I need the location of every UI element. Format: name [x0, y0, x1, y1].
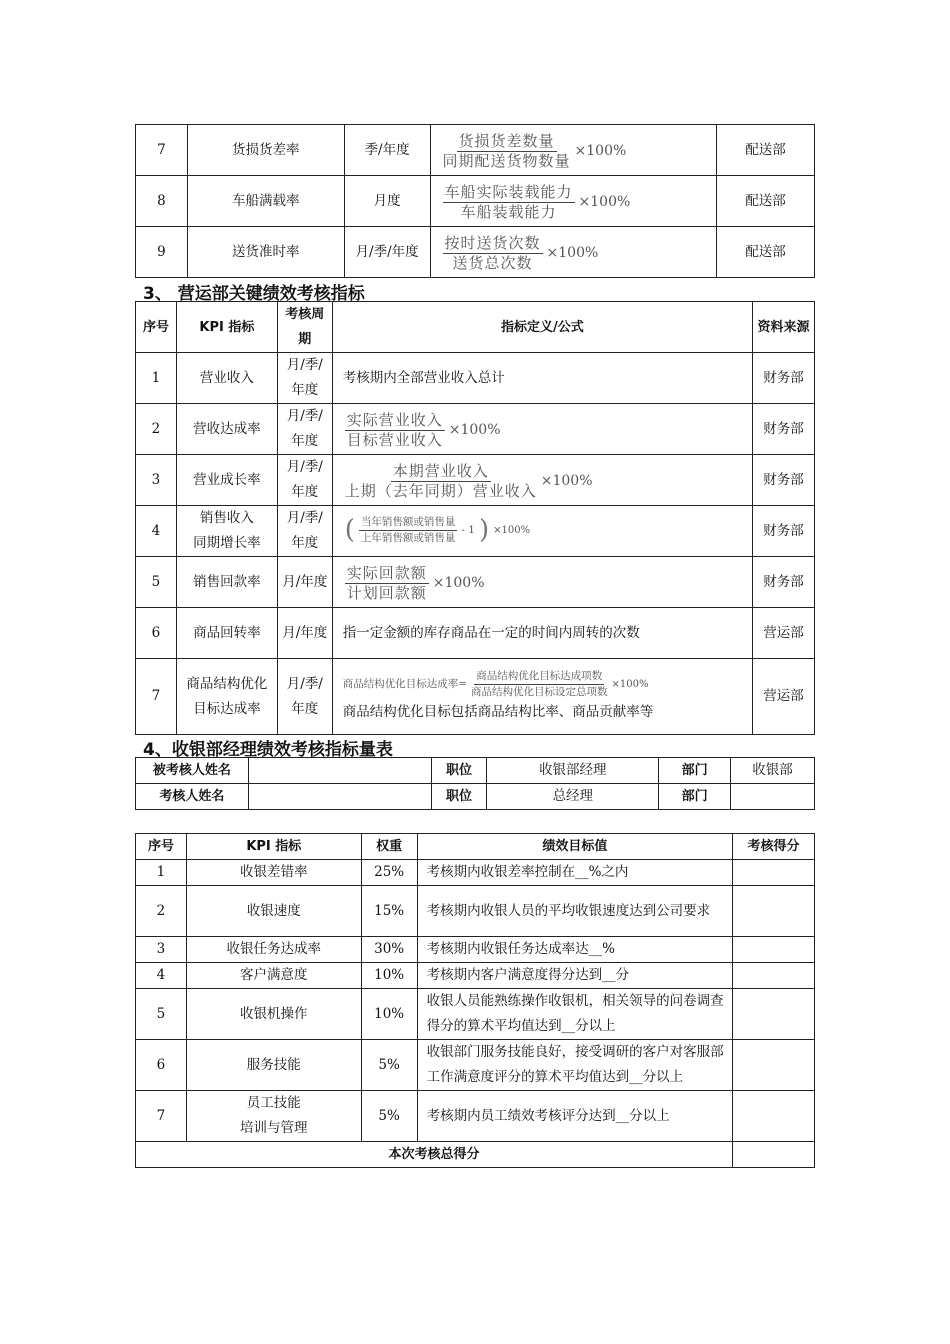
period: 月度 — [344, 176, 430, 227]
assessor-name-label: 考核人姓名 — [136, 784, 249, 810]
row-number: 5 — [136, 557, 177, 608]
row-number: 7 — [136, 659, 177, 735]
row-number: 4 — [136, 506, 177, 557]
source: 财务部 — [753, 404, 815, 455]
header-row — [136, 302, 815, 353]
table-row — [136, 1040, 815, 1091]
formula: 本期营业收入 上期（去年同期）营业收入 ×100% — [332, 455, 752, 506]
section-4-heading: 4、收银部经理绩效考核指标量表 — [143, 740, 393, 760]
table-row — [136, 608, 815, 659]
assessee-name-value[interactable] — [248, 758, 431, 784]
delivery-kpi-table — [135, 124, 815, 278]
total-score-cell[interactable] — [733, 1142, 815, 1168]
assessee-dept: 收银部 — [731, 758, 815, 784]
score-cell[interactable] — [733, 963, 815, 989]
weight: 25% — [361, 860, 417, 886]
row-number: 2 — [136, 886, 187, 937]
kpi-name: 收银机操作 — [186, 989, 361, 1040]
kpi-name: 车船满载率 — [187, 176, 344, 227]
source: 财务部 — [753, 455, 815, 506]
kpi-name: 营业收入 — [176, 353, 277, 404]
source: 配送部 — [717, 125, 815, 176]
row-number: 4 — [136, 963, 187, 989]
kpi-name: 商品结构优化目标达成率 — [176, 659, 277, 735]
assessee-position: 收银部经理 — [487, 758, 659, 784]
table-row — [136, 404, 815, 455]
period: 月/季/年度 — [277, 659, 332, 735]
row-number: 2 — [136, 404, 177, 455]
score-cell[interactable] — [733, 1040, 815, 1091]
kpi-name: 货损货差率 — [187, 125, 344, 176]
period: 月/季/年度 — [277, 404, 332, 455]
source: 财务部 — [753, 557, 815, 608]
source: 营运部 — [753, 659, 815, 735]
info-row — [136, 758, 815, 784]
table-row — [136, 455, 815, 506]
row-number: 6 — [136, 608, 177, 659]
header-no: 序号 — [136, 834, 187, 860]
table-row — [136, 506, 815, 557]
kpi-name: 服务技能 — [186, 1040, 361, 1091]
table-row — [136, 353, 815, 404]
kpi-name: 营收达成率 — [176, 404, 277, 455]
header-source: 资料来源 — [753, 302, 815, 353]
source: 配送部 — [717, 176, 815, 227]
table-row — [136, 860, 815, 886]
assessment-info-table — [135, 757, 815, 810]
formula: 商品结构优化目标达成率= 商品结构优化目标达成项数 商品结构优化目标设定总项数 ×100% 商品结构优化目标包括商品结构比率、商品贡献率等 — [332, 659, 752, 735]
header-weight: 权重 — [361, 834, 417, 860]
row-number: 1 — [136, 353, 177, 404]
formula: 货损货差数量 同期配送货物数量 ×100% — [430, 125, 717, 176]
formula-note: 商品结构优化目标包括商品结构比率、商品贡献率等 — [342, 703, 654, 720]
table-row — [136, 227, 815, 278]
formula: 实际回款额 计划回款额 ×100% — [332, 557, 752, 608]
target: 考核期内客户满意度得分达到__分 — [417, 963, 732, 989]
score-cell[interactable] — [733, 1091, 815, 1142]
weight: 5% — [361, 1040, 417, 1091]
weight: 10% — [361, 989, 417, 1040]
header-row — [136, 834, 815, 860]
table-row — [136, 1091, 815, 1142]
target: 考核期内员工绩效考核评分达到__分以上 — [417, 1091, 732, 1142]
kpi-name: 营业成长率 — [176, 455, 277, 506]
table-row — [136, 557, 815, 608]
kpi-name: 销售回款率 — [176, 557, 277, 608]
score-cell[interactable] — [733, 937, 815, 963]
row-number: 3 — [136, 937, 187, 963]
target: 收银部门服务技能良好，接受调研的客户对客服部工作满意度评分的算术平均值达到__分以上 — [417, 1040, 732, 1091]
definition: 指一定金额的库存商品在一定的时间内周转的次数 — [332, 608, 752, 659]
formula: ( 当年销售额或销售量 上年销售额或销售量 - 1 ) ×100% — [332, 506, 752, 557]
source: 营运部 — [753, 608, 815, 659]
kpi-name: 员工技能 培训与管理 — [186, 1091, 361, 1142]
row-number: 3 — [136, 455, 177, 506]
header-definition: 指标定义/公式 — [332, 302, 752, 353]
header-kpi: KPI 指标 — [176, 302, 277, 353]
assessor-dept[interactable] — [731, 784, 815, 810]
period: 月/季/年度 — [344, 227, 430, 278]
table-row — [136, 176, 815, 227]
header-no: 序号 — [136, 302, 177, 353]
score-cell[interactable] — [733, 989, 815, 1040]
kpi-name: 收银差错率 — [186, 860, 361, 886]
weight: 15% — [361, 886, 417, 937]
table-row — [136, 963, 815, 989]
target: 考核期内收银人员的平均收银速度达到公司要求 — [417, 886, 732, 937]
row-number: 7 — [136, 1091, 187, 1142]
header-target: 绩效目标值 — [417, 834, 732, 860]
period: 月/季/年度 — [277, 506, 332, 557]
weight: 5% — [361, 1091, 417, 1142]
position-label: 职位 — [431, 758, 487, 784]
source: 财务部 — [753, 506, 815, 557]
source: 配送部 — [717, 227, 815, 278]
section-3-heading: 3、 营运部关键绩效考核指标 — [143, 284, 365, 304]
header-period: 考核周期 — [277, 302, 332, 353]
period: 月/季/年度 — [277, 353, 332, 404]
period: 季/年度 — [344, 125, 430, 176]
formula: 实际营业收入 目标营业收入 ×100% — [332, 404, 752, 455]
dept-label: 部门 — [659, 784, 731, 810]
target: 考核期内收银差率控制在__%之内 — [417, 860, 732, 886]
row-number: 8 — [136, 176, 188, 227]
kpi-name: 客户满意度 — [186, 963, 361, 989]
assessor-name-value[interactable] — [248, 784, 431, 810]
info-row — [136, 784, 815, 810]
table-row — [136, 125, 815, 176]
table-row — [136, 659, 815, 735]
position-label: 职位 — [431, 784, 487, 810]
target: 考核期内收银任务达成率达__% — [417, 937, 732, 963]
total-score-label: 本次考核总得分 — [136, 1142, 733, 1168]
header-kpi: KPI 指标 — [186, 834, 361, 860]
table-row — [136, 989, 815, 1040]
weight: 10% — [361, 963, 417, 989]
formula: 车船实际装载能力 车船装载能力 ×100% — [430, 176, 717, 227]
kpi-name: 收银任务达成率 — [186, 937, 361, 963]
kpi-name: 商品回转率 — [176, 608, 277, 659]
row-number: 7 — [136, 125, 188, 176]
total-row — [136, 1142, 815, 1168]
kpi-name: 收银速度 — [186, 886, 361, 937]
period: 月/年度 — [277, 557, 332, 608]
cashier-kpi-table — [135, 833, 815, 1168]
header-score: 考核得分 — [733, 834, 815, 860]
weight: 30% — [361, 937, 417, 963]
formula: 按时送货次数 送货总次数 ×100% — [430, 227, 717, 278]
table-row — [136, 937, 815, 963]
period: 月/季/年度 — [277, 455, 332, 506]
row-number: 5 — [136, 989, 187, 1040]
assessor-position: 总经理 — [487, 784, 659, 810]
operations-kpi-table — [135, 301, 815, 735]
row-number: 9 — [136, 227, 188, 278]
source: 财务部 — [753, 353, 815, 404]
score-cell[interactable] — [733, 886, 815, 937]
table-row — [136, 886, 815, 937]
score-cell[interactable] — [733, 860, 815, 886]
period: 月/年度 — [277, 608, 332, 659]
row-number: 1 — [136, 860, 187, 886]
kpi-name: 送货准时率 — [187, 227, 344, 278]
dept-label: 部门 — [659, 758, 731, 784]
kpi-name: 销售收入 同期增长率 — [176, 506, 277, 557]
row-number: 6 — [136, 1040, 187, 1091]
definition: 考核期内全部营业收入总计 — [332, 353, 752, 404]
target: 收银人员能熟练操作收银机，相关领导的问卷调查得分的算术平均值达到__分以上 — [417, 989, 732, 1040]
assessee-name-label: 被考核人姓名 — [136, 758, 249, 784]
